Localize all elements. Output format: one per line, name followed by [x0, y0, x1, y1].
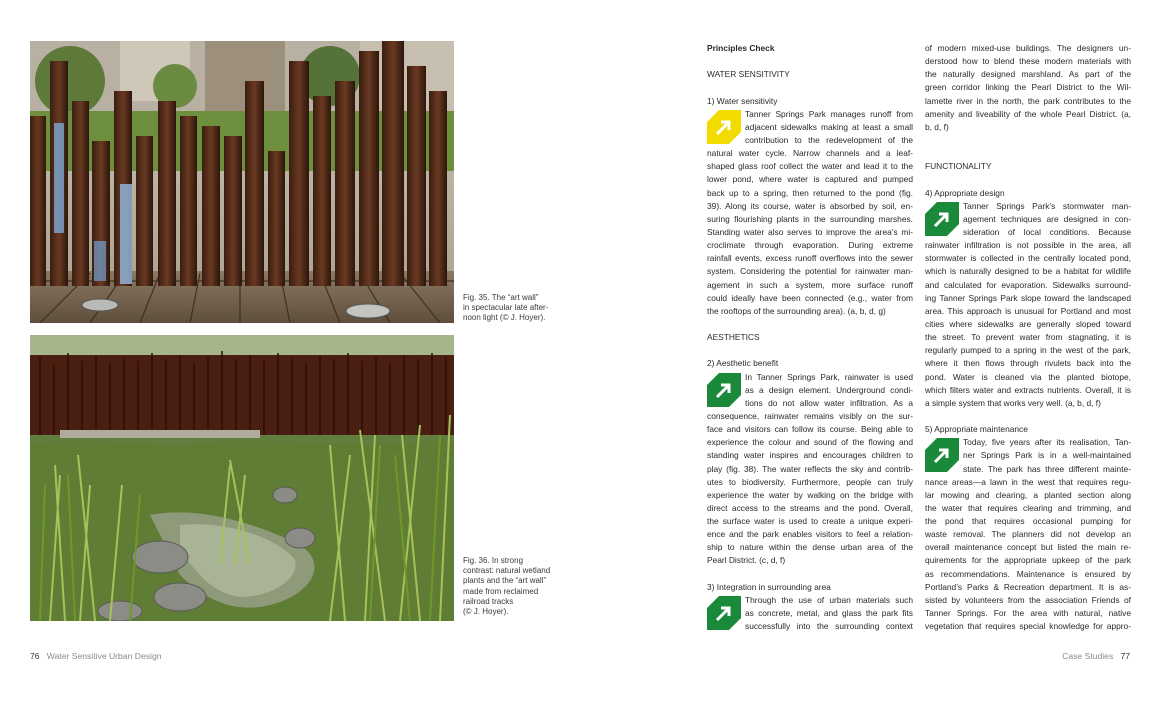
paragraph-line: and calculated for evaporation. Sidewalks surround- — [925, 279, 1131, 290]
paragraph-line: the water that requires clearing and trimming, and — [925, 502, 1131, 513]
footer-left — [30, 651, 162, 661]
subheading-appropriate-design: 4) Appropriate design — [925, 187, 1005, 198]
paragraph-line: lar mowing and clearing, a planted section along — [925, 489, 1131, 500]
book-title: Water Sensitive Urban Design — [46, 651, 162, 661]
paragraph-line: derstood how to blend these modern materials with — [925, 56, 1131, 67]
paragraph-line: Tanner Springs. For the area with natural, native — [925, 608, 1131, 619]
text-column-right — [925, 42, 1131, 633]
paragraph-line: which filters water and extracts nutrients. Overall, it is — [925, 384, 1131, 395]
paragraph-line: shaped glass roof collect the water and lead it to the — [707, 161, 913, 172]
caption-line: made from reclaimed — [463, 586, 539, 596]
subheading-appropriate-maintenance: 5) Appropriate maintenance — [925, 424, 1028, 435]
paragraph-line: the pond that requires occasional pumping for — [925, 516, 1131, 527]
paragraph-line: Today, five years after its realisation, Tan- — [963, 437, 1131, 448]
paragraph-line: amenity and liveability of the whole Pearl District. (a, — [925, 108, 1131, 119]
badge-green-arrow-icon — [707, 596, 741, 630]
text-column-left — [707, 42, 913, 633]
paragraph-line: standing water inspires and encourages children to — [707, 450, 913, 461]
paragraph-line: agement techniques are designed in con- — [963, 213, 1131, 224]
badge-green-arrow-icon — [925, 202, 959, 236]
paragraph-line: utes to biodiversity. Furthermore, people can truly — [707, 476, 913, 487]
caption-line: noon light (© J. Hoyer). — [463, 313, 546, 323]
paragraph-line: as recommendations. Maintenance is ensured by — [925, 568, 1131, 579]
paragraph-line: b, d, f) — [925, 121, 949, 132]
caption-line: Fig. 35. The “art wall” — [463, 293, 539, 302]
chapter-title: Case Studies — [1062, 651, 1114, 661]
paragraph-line: croclimate through evaporation. During extreme — [707, 240, 913, 251]
paragraph-line: successfully into the surrounding context — [745, 621, 913, 632]
paragraph-line: the street. To prevent water from stagnating, it is — [925, 332, 1131, 343]
paragraph-line: 39). Along its course, water is absorbed by soil, en- — [707, 200, 913, 211]
paragraph-line: overall maintenance concept but listed the main re- — [925, 542, 1131, 553]
paragraph-line: Through the use of urban materials such — [745, 594, 913, 605]
paragraph-line: quirements for the appropriate upkeep of the park — [925, 555, 1131, 566]
paragraph-line: Tanner Springs Park’s stormwater man- — [963, 200, 1131, 211]
paragraph-line: suring flourishing plants in the surrounding marshes. — [707, 213, 913, 224]
paragraph-line: tions do not allow water infiltration. As a — [745, 397, 913, 408]
paragraph-line: ner Springs Park is in a well-maintained — [963, 450, 1131, 461]
paragraph-line: area. This approach is unusual for Portland and most — [925, 305, 1131, 316]
paragraph-line: as concrete, metal, and glass the park fits — [745, 608, 913, 619]
paragraph-line: lamette river in the north, the park contributes to the — [925, 95, 1131, 106]
paragraph-line: adjacent sidewalks making at least a small — [745, 121, 913, 132]
paragraph-line: green corridor linking the Pearl District to the Wil- — [925, 82, 1131, 93]
paragraph-line: ence and the park enables visitors to feel a relation- — [707, 529, 913, 540]
section-heading-aesthetics: AESTHETICS — [707, 332, 760, 343]
paragraph-line: system. Considering the potential for rainwater man- — [707, 266, 913, 277]
caption-line: in spectacular late after- — [463, 303, 549, 313]
paragraph-line: direct access to the streams and the pond. Overall, — [707, 502, 913, 513]
paragraph-line: state. The park has three different mainte- — [963, 463, 1131, 474]
paragraph-line: consequence, rainwater remains visibly on the sur- — [707, 410, 913, 421]
paragraph-line: the surface water is used to create a unique experi- — [707, 516, 913, 527]
caption-line: Fig. 36. In strong — [463, 556, 524, 565]
caption-line: railroad tracks — [463, 596, 514, 606]
paragraph-line: nance areas—a lawn in the west that requires regu- — [925, 476, 1131, 487]
paragraph-line: pond. Water is cleaned via the planted biotope, — [925, 371, 1131, 382]
paragraph-line: Portland’s Parks & Recreation department. It is as- — [925, 581, 1131, 592]
paragraph-line: ing Tanner Springs Park slope toward the landscaped — [925, 292, 1131, 303]
subheading-integration: 3) Integration in surrounding area — [707, 581, 831, 592]
paragraph-line: play (fig. 38). The water reflects the sky and contrib- — [707, 463, 913, 474]
badge-green-arrow-icon — [707, 373, 741, 407]
paragraph-line: Pearl District. (c, d, f) — [707, 555, 786, 566]
section-heading-functionality: FUNCTIONALITY — [925, 161, 992, 172]
paragraph-line: vegetation that requires special knowledge for appro- — [925, 621, 1131, 632]
paragraph-line: where it then flows through rivulets back into the — [925, 358, 1131, 369]
caption-line: (© J. Hoyer). — [463, 607, 509, 617]
paragraph-line: Standing water also serves to improve the area’s mi- — [707, 226, 913, 237]
paragraph-line: of modern mixed-use buildings. The designers un- — [925, 43, 1131, 53]
paragraph-line: cities where sidewalks are generally sloped toward — [925, 318, 1131, 329]
paragraph-line: the rooftops of the surrounding area). (a, b, d, g) — [707, 305, 886, 316]
paragraph-line: face and visitors can follow its course. Being able to — [707, 424, 913, 435]
paragraph-line: a simple system that works very well. (a, b, d, f) — [925, 397, 1101, 408]
subheading-water-sensitivity: 1) Water sensitivity — [707, 95, 778, 106]
photo-wetland — [30, 335, 454, 621]
paragraph-line: which is naturally designed to be a habitat for wildlife — [925, 266, 1131, 277]
paragraph-line: could ideally have been connected (e.g., water from — [707, 292, 913, 303]
footer-right — [1062, 651, 1130, 661]
paragraph-line: contribution to the redevelopment of the — [745, 134, 913, 145]
paragraph-line: back up to a spring, then returned to the pond (fig. — [707, 187, 913, 198]
badge-yellow-arrow-icon — [707, 110, 741, 144]
paragraph-line: waste removal. The planners did not develop an — [925, 529, 1131, 540]
caption-fig-35 — [463, 293, 548, 324]
paragraph-line: agement in such a system, more surface runoff — [707, 279, 913, 290]
paragraph-line: natural water cycle. Narrow channels and a leaf- — [707, 148, 913, 159]
paragraph-line: sisted by volunteers from the association Friends of — [925, 594, 1131, 605]
section-title: Principles Check — [707, 43, 775, 53]
paragraph-line: ship to nature within the dense urban area of the — [707, 542, 913, 553]
paragraph-line: lower pond, where water is captured and pumped — [707, 174, 913, 185]
paragraph-line: as a design element. Underground condi- — [745, 384, 913, 395]
caption-line: plants and the “art wall” — [463, 576, 547, 586]
paragraph-line: rainfall events, excess runoff overflows into the sewer — [707, 253, 913, 264]
paragraph-line: sideration of local conditions. Because — [963, 226, 1131, 237]
page-number-right: 77 — [1120, 651, 1130, 661]
paragraph-line: experience the water by walking on the bridge with — [707, 489, 913, 500]
photo-art-wall — [30, 41, 454, 323]
paragraph-line: regularly pumped to a spring in the west of the park, — [925, 345, 1131, 356]
paragraph-line: stormwater is collected in the centrally located pond, — [925, 253, 1131, 264]
paragraph-line: experience the colour and sound of the flowing and — [707, 437, 913, 448]
subheading-aesthetic-benefit: 2) Aesthetic benefit — [707, 358, 779, 369]
badge-green-arrow-icon — [925, 438, 959, 472]
paragraph-line: Tanner Springs Park manages runoff from — [745, 108, 913, 119]
paragraph-line: the naturally designed marshland. As part of the — [925, 69, 1131, 80]
caption-line: contrast: natural wetland — [463, 566, 551, 576]
caption-fig-36 — [463, 556, 550, 617]
paragraph-line: rainwater infiltration is not possible in the area, all — [925, 240, 1131, 251]
paragraph-line: In Tanner Springs Park, rainwater is used — [745, 371, 913, 382]
page-number-left: 76 — [30, 651, 40, 661]
section-heading-water-sensitivity: WATER SENSITIVITY — [707, 69, 790, 80]
